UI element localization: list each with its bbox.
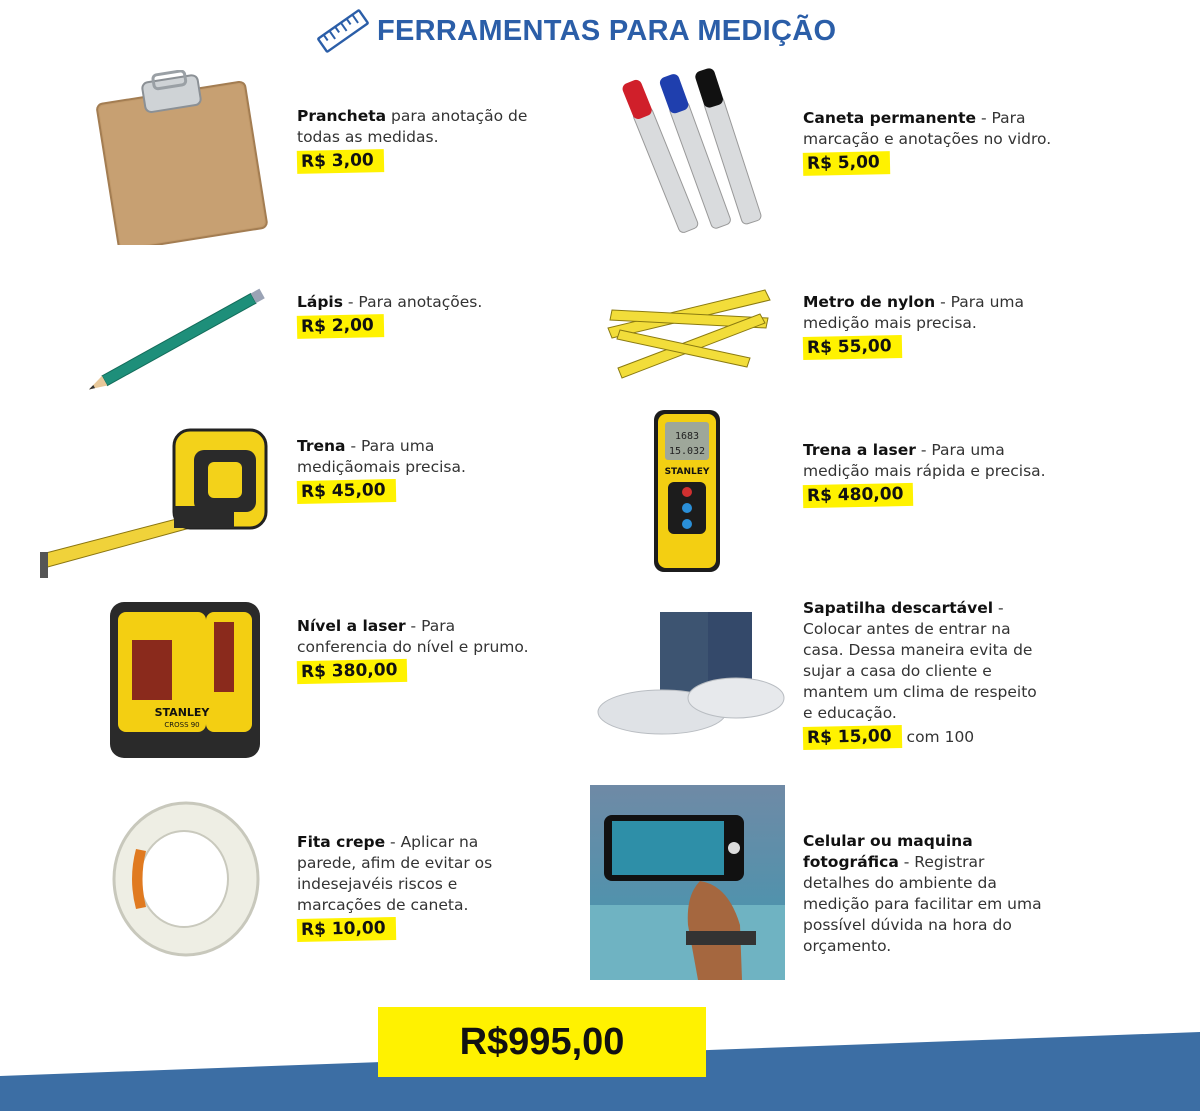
item-fita-crepe bbox=[297, 832, 542, 941]
markers-image bbox=[620, 66, 770, 246]
item-nivel-laser bbox=[297, 616, 542, 683]
price-tag: R$ 45,00 bbox=[297, 479, 396, 504]
item-trena bbox=[297, 436, 542, 503]
laser-level-icon bbox=[106, 590, 264, 762]
item-desc: - Para uma medição mais precisa. bbox=[803, 293, 1025, 332]
masking-tape-icon bbox=[106, 795, 266, 960]
page-header bbox=[315, 6, 836, 56]
pencil-image bbox=[84, 282, 279, 397]
price-tag: R$ 15,00 bbox=[803, 725, 902, 750]
item-desc: - Para conferencia do nível e prumo. bbox=[297, 617, 529, 656]
screen-readout-2: 15.032 bbox=[668, 446, 706, 457]
laser-level-image bbox=[106, 590, 264, 762]
tape-measure-icon bbox=[38, 426, 270, 582]
item-prancheta bbox=[297, 106, 542, 173]
shoe-covers-icon bbox=[590, 612, 786, 740]
item-desc: - Colocar antes de entrar na casa. Dessa maneira evita de sujar a casa do cliente e mantem um clima de respeito e educação. bbox=[803, 599, 1037, 722]
price-tag: R$ 480,00 bbox=[803, 483, 914, 508]
item-name: Trena bbox=[297, 437, 346, 455]
item-sapatilha bbox=[803, 598, 1043, 749]
item-lapis bbox=[297, 292, 542, 338]
total-price: R$995,00 bbox=[459, 1020, 625, 1063]
item-desc: - Registrar detalhes do ambiente da medição para facilitar em uma possível dúvida na hora do orçamento. bbox=[803, 853, 1042, 955]
price-tag: R$ 2,00 bbox=[297, 314, 384, 339]
item-name: Metro de nylon bbox=[803, 293, 936, 311]
item-trena-laser bbox=[803, 440, 1053, 507]
page-title: FERRAMENTAS PARA MEDIÇÃO bbox=[377, 14, 837, 47]
ruler-icon bbox=[315, 6, 371, 56]
item-name: Nível a laser bbox=[297, 617, 406, 635]
item-name: Caneta permanente bbox=[803, 109, 977, 127]
phone-camera-image bbox=[590, 785, 785, 980]
folding-ruler-image bbox=[600, 270, 775, 385]
item-name: Trena a laser bbox=[803, 441, 916, 459]
item-desc: - Aplicar na parede, afim de evitar os indesejavéis riscos e marcações de caneta. bbox=[297, 833, 493, 914]
item-desc: para anotação de todas as medidas. bbox=[297, 107, 528, 146]
brand-label: STANLEY bbox=[154, 706, 210, 719]
shoe-covers-image bbox=[590, 612, 786, 740]
item-name: Fita crepe bbox=[297, 833, 386, 851]
total-price-box bbox=[378, 1007, 706, 1077]
laser-meter-image bbox=[652, 408, 722, 574]
price-tag: R$ 55,00 bbox=[803, 335, 902, 360]
item-celular bbox=[803, 831, 1043, 957]
item-desc: - Para uma medição mais rápida e precisa. bbox=[803, 441, 1046, 480]
item-desc: - Para marcação e anotações no vidro. bbox=[803, 109, 1052, 148]
clipboard-image bbox=[86, 70, 276, 245]
item-name: Lápis bbox=[297, 293, 343, 311]
item-name: Celular ou maquina fotográfica bbox=[803, 832, 973, 871]
screen-readout-1: 1683 bbox=[674, 431, 700, 442]
markers-icon bbox=[620, 66, 770, 246]
price-note: com 100 bbox=[901, 728, 975, 746]
price-tag: R$ 10,00 bbox=[297, 917, 396, 942]
item-desc: - Para anotações. bbox=[342, 293, 483, 311]
price-tag: R$ 3,00 bbox=[297, 149, 384, 174]
laser-meter-icon bbox=[652, 408, 722, 574]
phone-camera-icon bbox=[590, 785, 785, 980]
brand-label: STANLEY bbox=[664, 467, 710, 477]
folding-ruler-icon bbox=[600, 270, 775, 385]
pencil-icon bbox=[84, 282, 279, 397]
clipboard-icon bbox=[86, 70, 276, 245]
item-name: Sapatilha descartável bbox=[803, 599, 994, 617]
item-metro bbox=[803, 292, 1053, 359]
item-name: Prancheta bbox=[297, 107, 387, 125]
model-label: CROSS 90 bbox=[164, 721, 200, 729]
masking-tape-image bbox=[106, 795, 266, 960]
price-tag: R$ 380,00 bbox=[297, 659, 408, 684]
price-tag: R$ 5,00 bbox=[803, 151, 890, 176]
tape-measure-image bbox=[38, 426, 270, 582]
item-caneta bbox=[803, 108, 1088, 175]
item-desc: - Para uma mediçãomais precisa. bbox=[297, 437, 466, 476]
